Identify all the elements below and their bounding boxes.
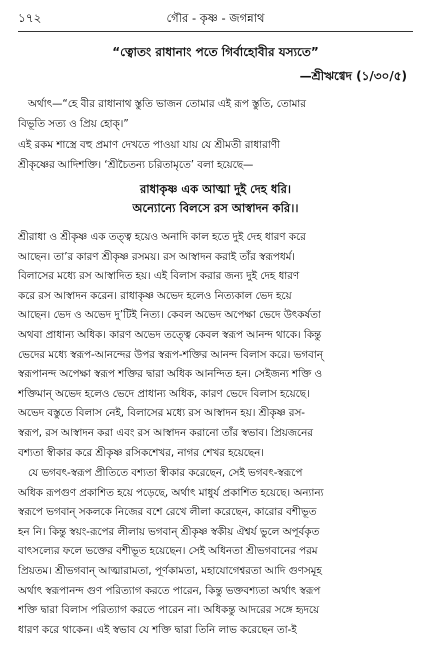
text-line: স্বরূপে ভগবান্ সকলকে নিজের বশে রেখে লীলা করেছেন, কারোর বশীভূত	[18, 506, 317, 519]
text-line: বিলাসের মধ্যে রস আস্বাদিত হয়। এই বিলাস করার জন্য দুই দেহ ধারণ	[18, 270, 300, 283]
paragraph-intro	[18, 136, 413, 175]
paragraph-translation	[18, 95, 413, 134]
text-line: আছেন। ভেদ ও অভেদ দু’টিই নিত্য। কেবল অভেদ অপেক্ষা ভেদে উৎকর্ষতা	[18, 309, 321, 322]
paragraph-body-1	[18, 228, 413, 463]
text-line: অধিক রূপগুণ প্রকাশিত হয়ে পড়েছে, অর্থাৎ মাধুর্য প্রকাশিত হয়েছে। অন্যান্য	[18, 486, 324, 499]
text-line: যে ভগবৎ-স্বরূপ প্রীতিতে বশ্যতা স্বীকার করেছেন, সেই ভগবৎ-স্বরূপে	[28, 467, 303, 479]
text-line: শ্রীকৃষ্ণের আদিশক্তি। ‘শ্রীচৈতন্য চরিতামৃতে’ বলা হয়েছে—	[18, 158, 254, 171]
text-line: এই রকম শাস্ত্রে বহু প্রমাণ দেখতে পাওয়া যায় যে শ্রীমতী রাধারাণী	[18, 139, 280, 151]
text-line: স্বরূপ, রস আস্বাদন করা এবং রস আস্বাদন করানো তাঁর স্বভাব। প্রিয়জনের	[18, 426, 313, 439]
text-line: করে রস আস্বাদন করেন। রাধাকৃষ্ণ অভেদ হলেও নিত্যকাল ভেদ হয়ে	[18, 289, 292, 302]
text-line: শক্তিমান্ অভেদ হলেও ভেদে প্রাধান্য অধিক, কারণ ভেদে বিলাস হয়েছে।	[18, 387, 310, 400]
text-line: বাৎসল্যের ফলে ভক্তের বশীভূত হয়েছেন। সেই অধিনতা শ্রীভগবানের পরম	[18, 545, 318, 558]
text-line: শ্রীরাধা ও শ্রীকৃষ্ণ এক তত্ত্ব হয়েও অনাদি কাল হতে দুই দেহ ধারণ করে	[18, 231, 306, 243]
text-line: স্বরূপানন্দ অপেক্ষা স্বরূপ শক্তির দ্বারা অধিক আনন্দিত হন। সেইজন্য শক্তি ও	[18, 368, 322, 381]
text-line: ধারণ করে থাকেন। এই স্বভাব যে শক্তি দ্বারা তিনি লাভ করেছেন তা-ই	[18, 623, 297, 636]
paragraph-body-2	[18, 464, 413, 640]
text-line: বিভূতি সত্য ও প্রিয় হোক্।”	[18, 117, 129, 130]
text-line: বশ্যতা স্বীকার করে শ্রীকৃষ্ণ রসিকশেখর, নাগর শেখর হয়েছেন।	[18, 446, 264, 459]
text-line: প্রিয়তম। শ্রীভগবান্ আত্মারামতা, পূর্ণকামতা, মহাযোগেশ্বরতা আদি গুণসমূহ	[18, 564, 322, 577]
page-number: ১৭২	[18, 11, 42, 25]
text-line: ভেদের মধ্যে স্বরূপ-আনন্দের উপর স্বরূপ-শক্তির আনন্দ বিলাস করে। ভগবান্	[18, 348, 323, 361]
text-line: অর্থাৎ—“হে বীর রাধানাথ স্তুতি ভাজন তোমার এই রূপ স্তুতি, তোমার	[28, 98, 306, 110]
couplet-line-1: রাধাকৃষ্ণ এক আত্মা দুই দেহ ধরি।	[139, 182, 292, 196]
page-header	[18, 10, 413, 26]
running-title: গৌর - কৃষ্ণ - জগন্নাথ	[166, 11, 265, 25]
verse-quote: “ত্বোতং রাধানাং পতে গির্বাহোবীর যস্যতে”	[112, 45, 319, 59]
couplet-line-2: অন্যোন্যে বিলসে রস আস্বাদন করি।।	[132, 201, 299, 215]
text-line: হন নি। কিন্তু স্বয়ং-রূপের লীলায় ভগবান্ শ্রীকৃষ্ণ স্বকীয় ঐশ্বর্য ভুলে অপূর্বকৃত	[18, 525, 320, 538]
text-line: আছেন। তা’র কারণ শ্রীকৃষ্ণ রসময়। রস আস্বাদন করাই তাঁর স্বরূপধর্ম।	[18, 250, 295, 263]
text-line: শক্তি দ্বারা বিলাস পরিত্যাগ করতে পারেন না। অধিকন্তু আদরের সঙ্গে হৃদয়ে	[18, 604, 320, 617]
header-rule	[18, 31, 413, 32]
verse-citation: —শ্রীঋগ্বেদ (১/৩০/৫)	[299, 69, 407, 83]
text-line: অভেদ বস্তুতে বিলাস নেই, বিলাসের মধ্যে রস আস্বাদন হয়। শ্রীকৃষ্ণ রস-	[18, 407, 305, 420]
text-line: অথবা প্রাধান্য অধিক। কারণ অভেদ তত্ত্বে কেবল স্বরূপ আনন্দ থাকে। কিন্তু	[18, 328, 322, 341]
text-line: অর্থাৎ স্বরূপানন্দ গুণ পরিত্যাগ করতে পারেন, কিন্তু ভক্তবশ্যতা অর্থাৎ স্বরূপ	[18, 584, 321, 597]
